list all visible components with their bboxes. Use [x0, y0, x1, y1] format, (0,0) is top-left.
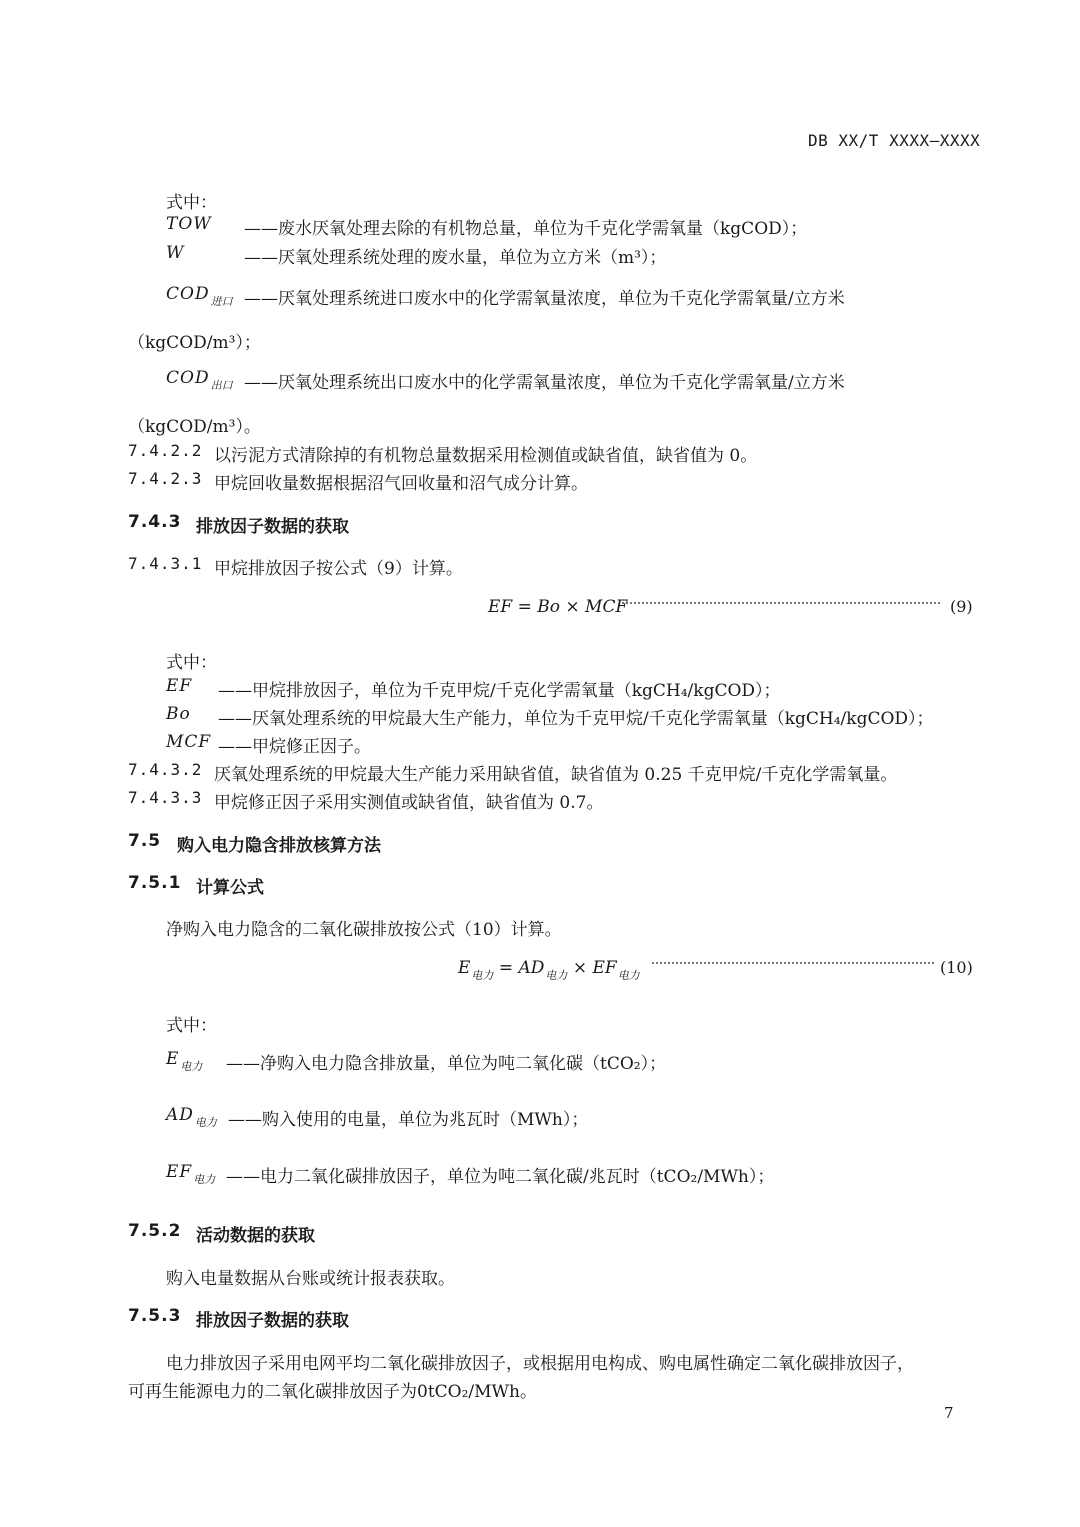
definition-ad-power-desc: ——购入使用的电量，单位为兆瓦时（MWh）； — [228, 1110, 589, 1130]
formula-subscript: 电力 — [545, 969, 568, 982]
definition-ad-power — [166, 1105, 217, 1129]
symbol: E — [166, 1049, 180, 1069]
section-number: 7.4.3 — [128, 512, 182, 532]
clause-number: 7.4.2.2 — [128, 441, 203, 460]
definition-cod-in-cont: （kgCOD/m³）； — [128, 333, 261, 353]
symbol-subscript: 进口 — [210, 295, 233, 308]
symbol-bo: Bo — [166, 704, 191, 724]
section-number: 7.5 — [128, 831, 162, 851]
definition-cod-in — [166, 284, 233, 308]
formula-10 — [458, 958, 640, 982]
symbol-subscript: 电力 — [194, 1116, 217, 1129]
paragraph: 净购入电力隐含的二氧化碳排放按公式（10）计算。 — [166, 920, 562, 940]
definition-cod-out — [166, 368, 233, 392]
definition-e-power — [166, 1049, 203, 1073]
formula-9-number: (9) — [950, 597, 973, 616]
section-number: 7.5.1 — [128, 873, 182, 893]
clause-text: 厌氧处理系统的甲烷最大生产能力采用缺省值，缺省值为 0.25 千克甲烷/千克化学需氧量。 — [214, 765, 898, 785]
definition-ef-power — [166, 1162, 216, 1186]
definition-bo-desc: ——厌氧处理系统的甲烷最大生产能力，单位为千克甲烷/千克化学需氧量（kgCH₄/kgCOD）； — [218, 709, 934, 729]
clause-number: 7.4.2.3 — [128, 469, 203, 488]
formula-subscript: 电力 — [617, 969, 640, 982]
symbol: W — [166, 243, 185, 263]
formula-subscript: 电力 — [471, 969, 494, 982]
formula-operator: = — [498, 958, 514, 978]
symbol: COD — [166, 284, 210, 304]
symbol: TOW — [166, 214, 212, 234]
where-label: 式中： — [166, 1016, 217, 1036]
section-title: 排放因子数据的获取 — [196, 517, 349, 537]
paragraph: 购入电量数据从台账或统计报表获取。 — [166, 1269, 455, 1289]
definition-ef-power-desc: ——电力二氧化碳排放因子，单位为吨二氧化碳/兆瓦时（tCO₂/MWh）； — [226, 1167, 775, 1187]
formula-term: E — [458, 958, 471, 978]
clause-number: 7.4.3.3 — [128, 788, 203, 807]
document-code: DB XX/T XXXX—XXXX — [808, 131, 981, 150]
clause-text: 以污泥方式清除掉的有机物总量数据采用检测值或缺省值，缺省值为 0。 — [214, 446, 758, 466]
section-title: 排放因子数据的获取 — [196, 1311, 349, 1331]
section-title: 购入电力隐含排放核算方法 — [177, 836, 381, 856]
paragraph-line: 可再生能源电力的二氧化碳排放因子为0tCO₂/MWh。 — [128, 1382, 537, 1402]
definition-ef-desc: ——甲烷排放因子，单位为千克甲烷/千克化学需氧量（kgCH₄/kgCOD）； — [218, 681, 781, 701]
definition-w-desc: ——厌氧处理系统处理的废水量，单位为立方米（m³）； — [244, 248, 667, 268]
definition-cod-in-desc: ——厌氧处理系统进口废水中的化学需氧量浓度，单位为千克化学需氧量/立方米 — [244, 289, 845, 309]
definition-tow — [166, 214, 212, 234]
leader-dots — [652, 962, 934, 964]
symbol-subscript: 电力 — [180, 1060, 203, 1073]
section-title: 活动数据的获取 — [196, 1226, 315, 1246]
formula-term: EF — [592, 958, 617, 978]
section-number: 7.5.3 — [128, 1306, 182, 1326]
clause-number: 7.4.3.2 — [128, 760, 203, 779]
definition-cod-out-cont: （kgCOD/m³）。 — [128, 417, 261, 437]
formula-term: AD — [518, 958, 545, 978]
leader-dots — [622, 602, 940, 604]
symbol-subscript: 电力 — [193, 1173, 216, 1186]
formula-operator: × — [572, 958, 588, 978]
page-number: 7 — [944, 1404, 954, 1422]
symbol: AD — [166, 1105, 194, 1125]
formula-9: EF = Bo × MCF — [488, 597, 628, 617]
section-number: 7.5.2 — [128, 1221, 182, 1241]
clause-number: 7.4.3.1 — [128, 554, 203, 573]
symbol: EF — [166, 1162, 193, 1182]
where-label: 式中： — [166, 653, 217, 673]
definition-cod-out-desc: ——厌氧处理系统出口废水中的化学需氧量浓度，单位为千克化学需氧量/立方米 — [244, 373, 845, 393]
symbol-subscript: 出口 — [210, 379, 233, 392]
symbol-mcf: MCF — [166, 732, 212, 752]
where-label: 式中： — [166, 193, 217, 213]
paragraph-line: 电力排放因子采用电网平均二氧化碳排放因子，或根据用电构成、购电属性确定二氧化碳排放因子， — [166, 1354, 914, 1374]
definition-e-power-desc: ——净购入电力隐含排放量，单位为吨二氧化碳（tCO₂）； — [226, 1054, 667, 1074]
definition-tow-desc: ——废水厌氧处理去除的有机物总量，单位为千克化学需氧量（kgCOD）； — [244, 219, 808, 239]
symbol: COD — [166, 368, 210, 388]
section-title: 计算公式 — [196, 878, 264, 898]
definition-mcf-desc: ——甲烷修正因子。 — [218, 737, 371, 757]
clause-text: 甲烷排放因子按公式（9）计算。 — [214, 559, 463, 579]
clause-text: 甲烷回收量数据根据沼气回收量和沼气成分计算。 — [214, 474, 588, 494]
definition-w — [166, 243, 184, 263]
formula-10-number: (10) — [940, 958, 973, 977]
clause-text: 甲烷修正因子采用实测值或缺省值，缺省值为 0.7。 — [214, 793, 604, 813]
symbol-ef: EF — [166, 676, 193, 696]
